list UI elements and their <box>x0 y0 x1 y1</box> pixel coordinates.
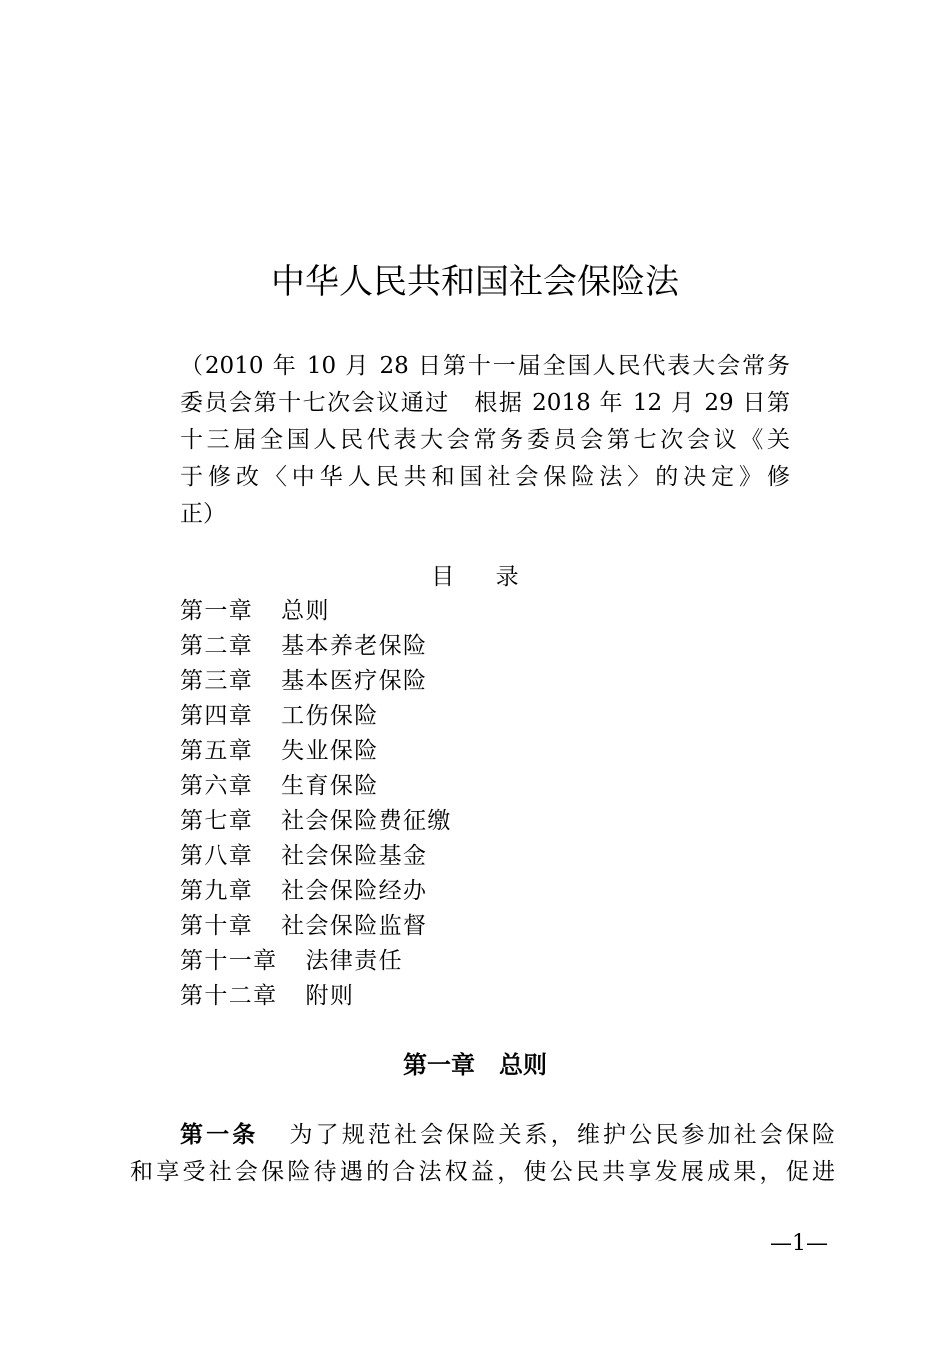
toc-chapter-number: 第一章 <box>180 598 254 624</box>
toc-item <box>180 979 452 1014</box>
toc-chapter-number: 第十章 <box>180 913 254 939</box>
chapter-title: 总则 <box>499 1051 547 1079</box>
toc-item <box>180 699 452 734</box>
toc-chapter-title: 工伤保险 <box>281 703 379 729</box>
document-title: 中华人民共和国社会保险法 <box>271 262 679 302</box>
toc-chapter-title: 社会保险基金 <box>281 843 428 869</box>
toc-chapter-number: 第八章 <box>180 843 254 869</box>
toc-chapter-title: 基本医疗保险 <box>281 668 428 694</box>
toc-chapter-number: 第六章 <box>180 773 254 799</box>
toc-item <box>180 664 452 699</box>
note-line: 十三届全国人民代表大会常务委员会第七次会议《关 <box>180 427 790 453</box>
page-number: —1— <box>770 1231 828 1256</box>
note-line: 于修改〈中华人民共和国社会保险法〉的决定》修 <box>180 464 790 490</box>
chapter-number: 第一章 <box>403 1051 475 1079</box>
adoption-note <box>180 348 790 533</box>
toc-item <box>180 734 452 769</box>
toc-chapter-number: 第二章 <box>180 633 254 659</box>
toc-chapter-title: 社会保险监督 <box>281 913 428 939</box>
toc-chapter-number: 第五章 <box>180 738 254 764</box>
article-line: 和享受社会保险待遇的合法权益，使公民共享发展成果，促进 <box>130 1159 835 1185</box>
toc-chapter-title: 失业保险 <box>281 738 379 764</box>
note-line: 正） <box>180 501 226 527</box>
toc-chapter-title: 附则 <box>305 983 355 1009</box>
toc-item <box>180 874 452 909</box>
toc-chapter-number: 第七章 <box>180 808 254 834</box>
article-paragraph <box>130 1117 835 1191</box>
article-line <box>130 1117 835 1154</box>
table-of-contents <box>180 594 452 1014</box>
note-line: 委员会第十七次会议通过 根据 2018 年 12 月 29 日第 <box>180 390 790 416</box>
chapter-heading <box>0 1045 950 1085</box>
toc-chapter-number: 第三章 <box>180 668 254 694</box>
toc-chapter-number: 第九章 <box>180 878 254 904</box>
toc-chapter-title: 生育保险 <box>281 773 379 799</box>
toc-item <box>180 629 452 664</box>
toc-chapter-title: 法律责任 <box>305 948 404 974</box>
toc-chapter-number: 第四章 <box>180 703 254 729</box>
toc-chapter-title: 基本养老保险 <box>281 633 428 659</box>
toc-item <box>180 909 452 944</box>
article-text: 为了规范社会保险关系，维护公民参加社会保险 <box>286 1122 835 1148</box>
toc-chapter-number: 第十二章 <box>180 983 278 1009</box>
toc-chapter-title: 社会保险费征缴 <box>281 808 452 834</box>
toc-chapter-title: 社会保险经办 <box>281 878 428 904</box>
note-line: （2010 年 10 月 28 日第十一届全国人民代表大会常务 <box>180 353 790 379</box>
article-label: 第一条 <box>180 1122 259 1148</box>
toc-chapter-title: 总则 <box>281 598 330 624</box>
toc-item <box>180 594 452 629</box>
toc-item <box>180 839 452 874</box>
toc-heading: 目录 <box>431 564 561 590</box>
toc-item <box>180 944 452 979</box>
toc-chapter-number: 第十一章 <box>180 948 278 974</box>
toc-item <box>180 804 452 839</box>
toc-item <box>180 769 452 804</box>
